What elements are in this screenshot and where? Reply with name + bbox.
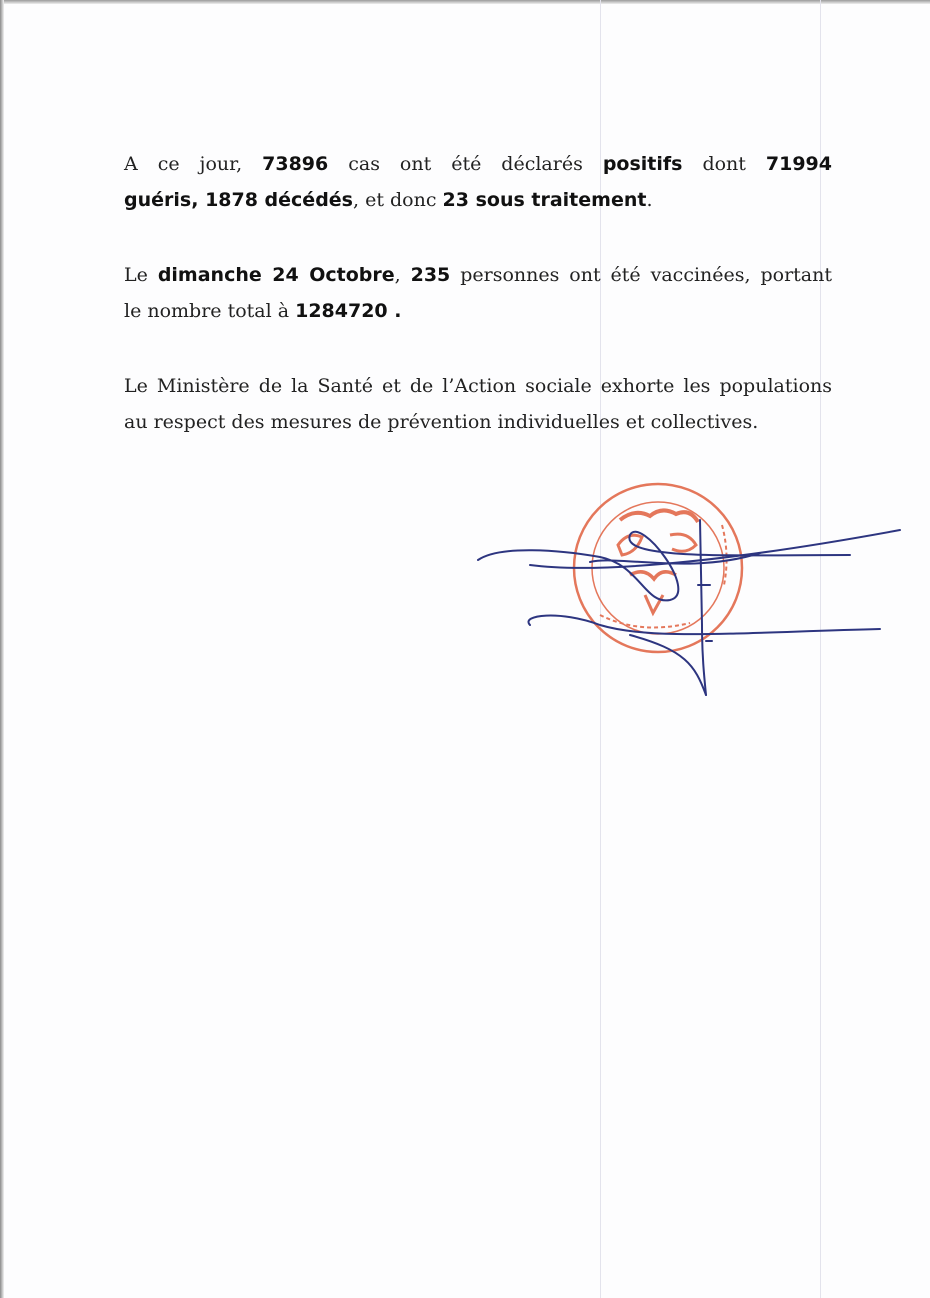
- text-fragment: ,: [191, 189, 206, 211]
- deaths-count: 1878 décédés: [205, 189, 353, 211]
- paragraph-line: au respect des mesures de prévention individuelles et collectives.: [124, 411, 759, 433]
- paragraph-vaccination: [124, 257, 832, 329]
- paragraph-line: Le Ministère de la Santé et de l’Action sociale exhorte les populations: [124, 375, 832, 397]
- paragraph-line: [124, 182, 832, 218]
- text-fragment: .: [646, 189, 653, 211]
- paragraph-line: [124, 257, 832, 293]
- text-fragment: le nombre total à: [124, 300, 296, 322]
- paragraph-recommendation: [124, 368, 832, 440]
- report-date: dimanche 24 Octobre: [157, 264, 395, 286]
- vaccinated-count: 235: [410, 264, 451, 286]
- text-fragment: cas ont été déclarés: [328, 153, 603, 175]
- scan-edge: [0, 0, 4, 1298]
- text-fragment: A ce jour,: [124, 153, 263, 175]
- paragraph-line: [124, 293, 832, 329]
- paragraph-cases: [124, 146, 832, 218]
- text-fragment: dont: [682, 153, 766, 175]
- positive-label: positifs: [602, 153, 683, 175]
- scan-edge: [0, 0, 930, 4]
- signature-icon: [478, 520, 900, 695]
- treatment-count: 23 sous traitement: [442, 189, 647, 211]
- text-fragment: Le: [124, 264, 158, 286]
- paragraph-line: [124, 146, 832, 182]
- text-fragment: , et donc: [353, 189, 443, 211]
- vaccinated-total: 1284720 .: [295, 300, 402, 322]
- stamp-and-signature: [470, 465, 910, 705]
- recovered-label: guéris: [124, 189, 192, 211]
- recovered-count: 71994: [765, 153, 832, 175]
- text-fragment: personnes ont été vaccinées, portant: [450, 264, 833, 286]
- text-fragment: ,: [394, 264, 411, 286]
- cases-count: 73896: [262, 153, 329, 175]
